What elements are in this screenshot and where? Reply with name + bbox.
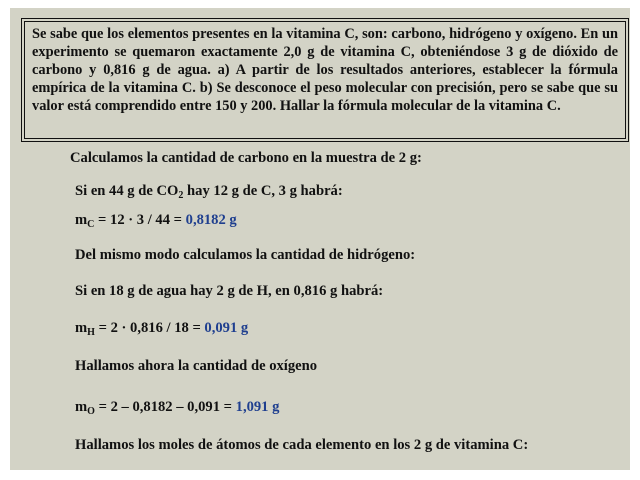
carbon-ratio-suffix: hay 12 g de C, 3 g habrá: [183,183,343,199]
hydrogen-intro: Del mismo modo calculamos la cantidad de hidrógeno: [75,247,416,263]
problem-statement: Se sabe que los elementos presentes en la vitamina C, son: carbono, hidrógeno y oxígeno. En un experimento se quemaron exactamente 2,0 g de vitamina C, obteniéndose 3 g de dióxido de carbono y 0,816 g de agua. a) A partir de los resultados anteriores, establecer la fórmula empírica de la vitamina C. b) Se desconoce el peso molecular con precisión, pero se sabe que su valor está comprendido entre 150 y 200. Hallar la fórmula molecular de la vitamina C. [32,26,618,114]
mo-symbol: m [75,399,88,415]
mc-subscript: C [87,219,95,230]
hydrogen-mass-equation [75,319,248,337]
mh-expression: = 2 · 0,816 / 18 = [94,320,205,336]
mh-result: 0,091 g [204,320,249,336]
hydrogen-ratio-line: Si en 18 g de agua hay 2 g de H, en 0,816 g habrá: [75,283,384,299]
mc-result: 0,8182 g [185,212,237,228]
moles-intro: Hallamos los moles de átomos de cada elemento en los 2 g de vitamina C: [75,437,529,453]
co2-subscript: 2 [178,190,184,201]
mh-symbol: m [75,320,88,336]
mc-expression: = 12 · 3 / 44 = [94,212,186,228]
problem-statement-box [21,18,629,142]
carbon-mass-equation [75,211,237,229]
carbon-ratio-prefix: Si en 44 g de CO [75,183,179,199]
oxygen-intro: Hallamos ahora la cantidad de oxígeno [75,358,318,374]
oxygen-mass-equation [75,398,279,416]
mo-result: 1,091 g [235,399,280,415]
carbon-intro: Calculamos la cantidad de carbono en la muestra de 2 g: [70,150,422,166]
mc-symbol: m [75,212,88,228]
mo-expression: = 2 – 0,8182 – 0,091 = [94,399,236,415]
slide [10,8,630,470]
mh-subscript: H [87,327,95,338]
carbon-ratio-line [75,182,343,200]
mo-subscript: O [87,406,95,417]
